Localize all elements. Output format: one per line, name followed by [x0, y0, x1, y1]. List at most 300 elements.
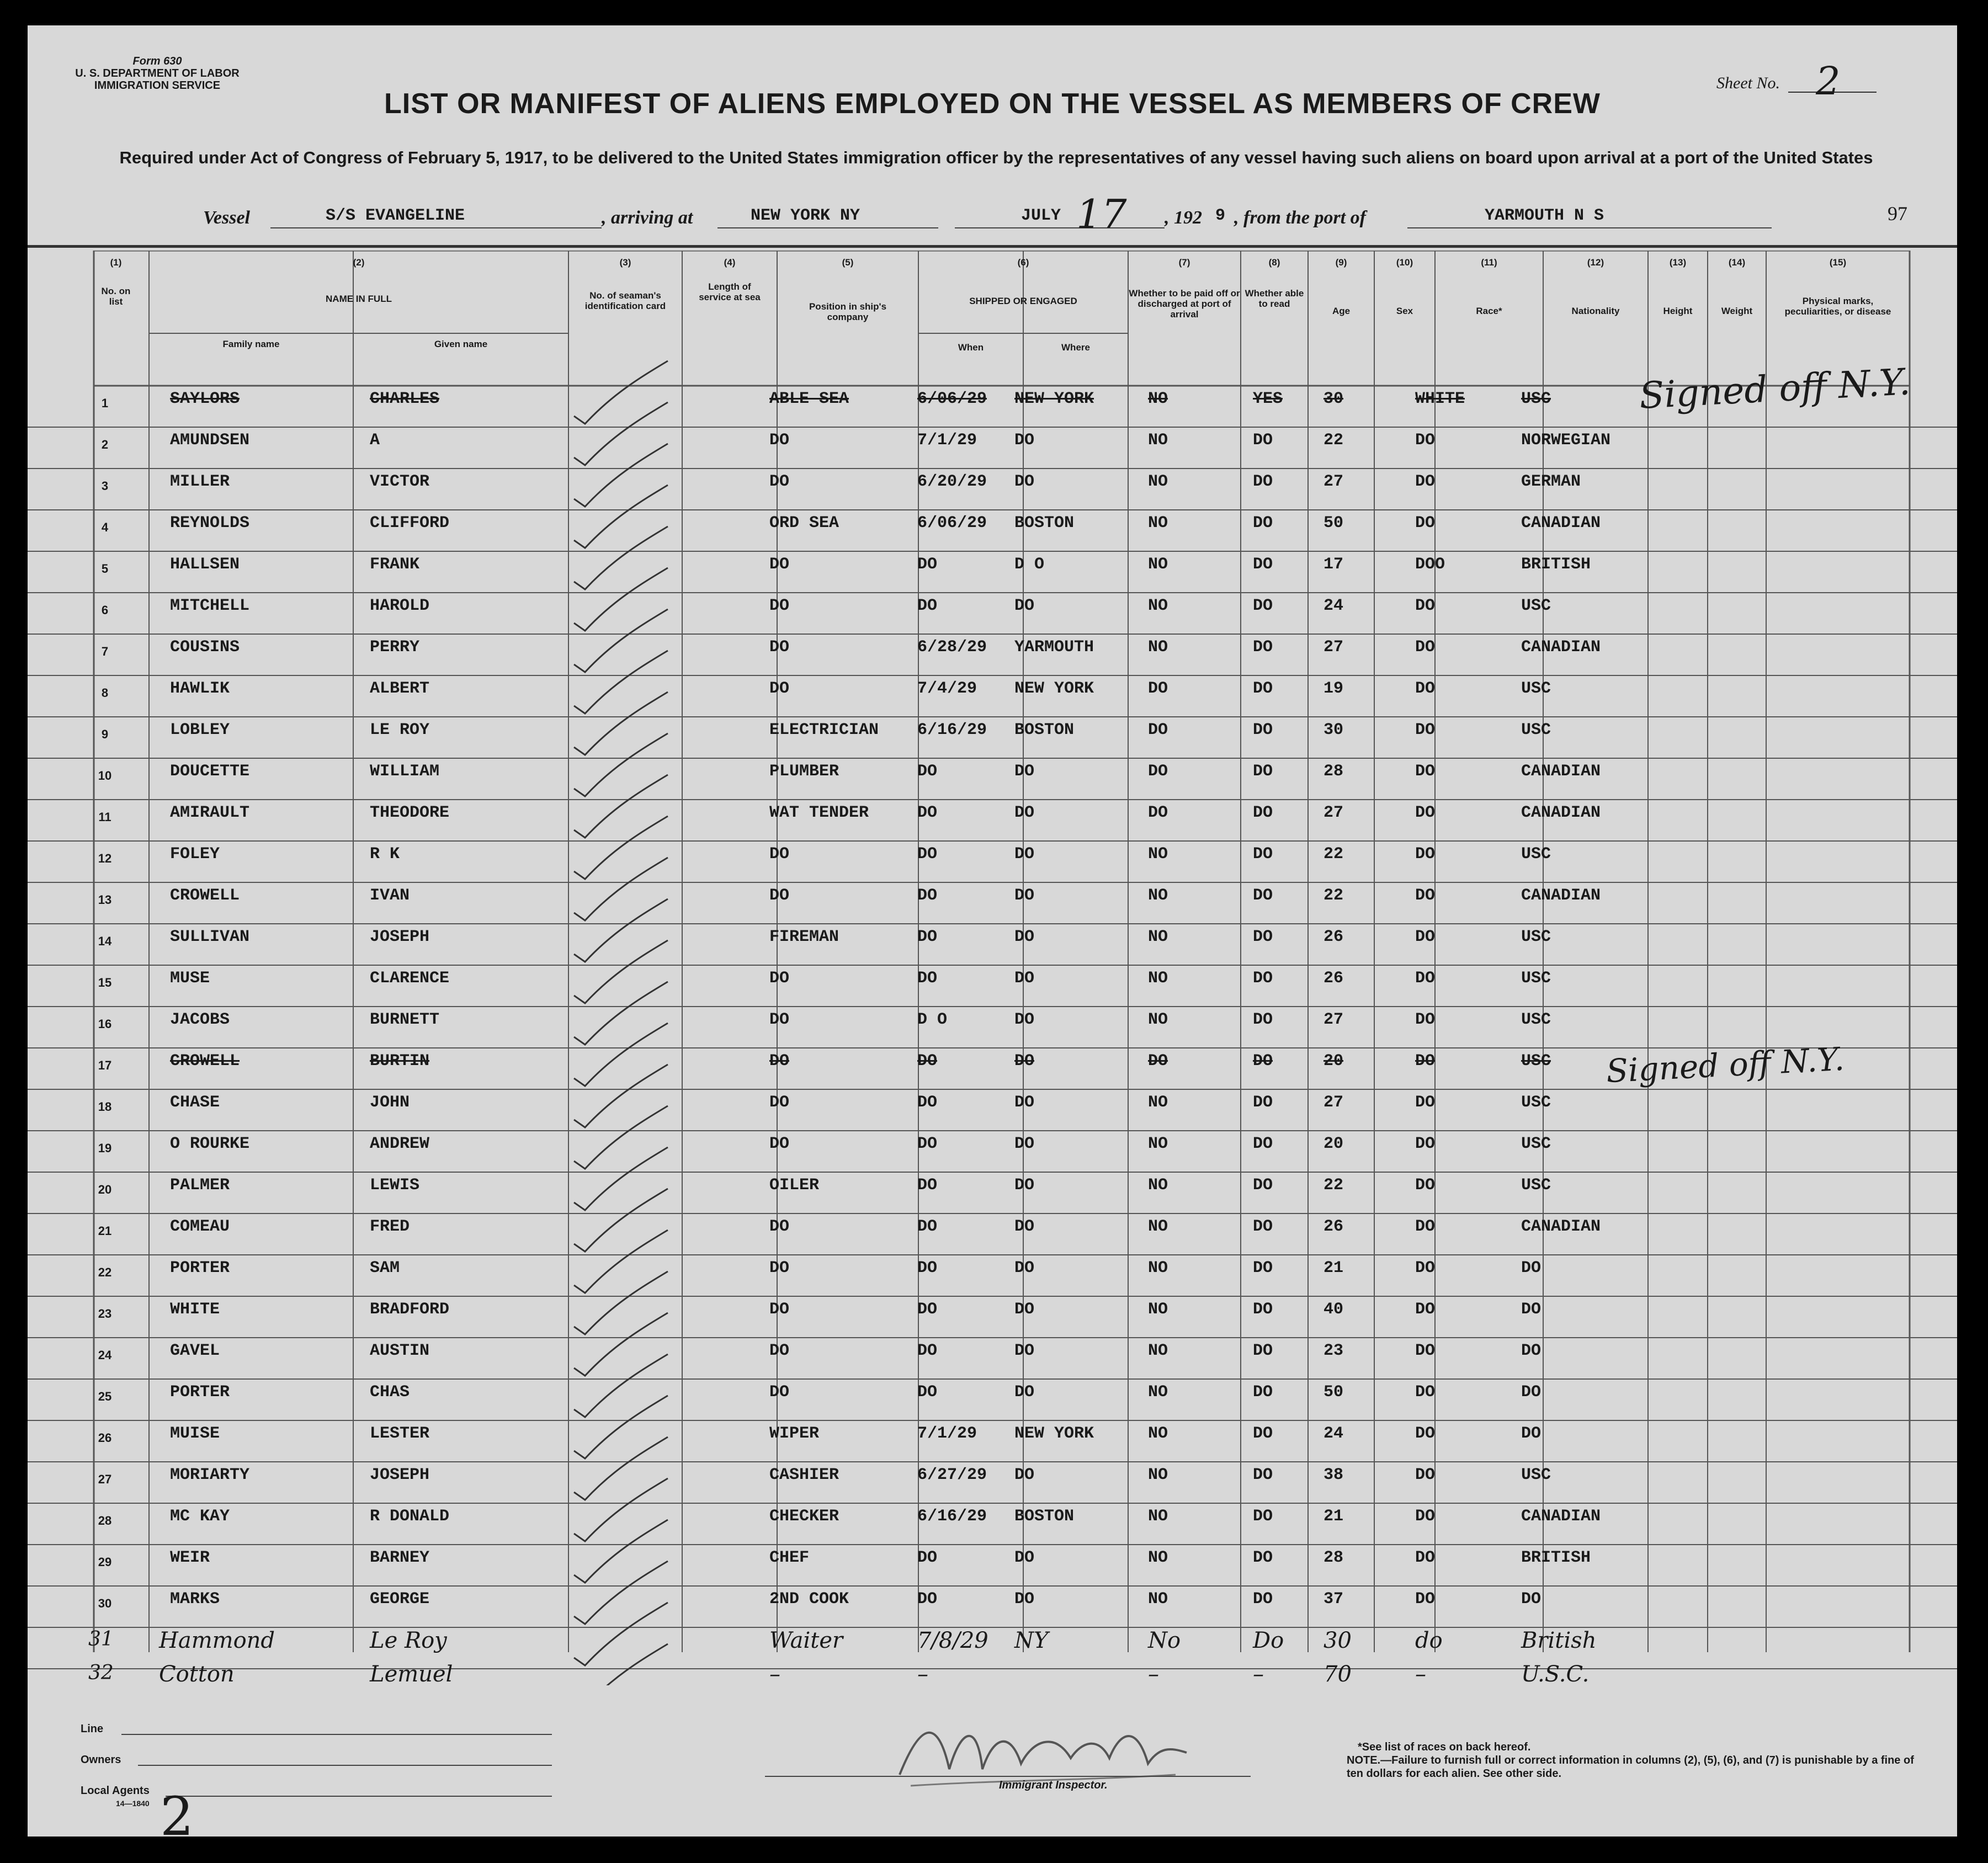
cell-age: 20 — [1323, 1052, 1344, 1071]
cell-family: O ROURKE — [170, 1135, 250, 1153]
cell-age: 20 — [1323, 1135, 1344, 1153]
cell-where: DO — [1014, 928, 1035, 946]
cell-nationality: CANADIAN — [1521, 1507, 1601, 1526]
family-name-header: Family name — [222, 339, 280, 349]
cell-when: DO — [917, 762, 938, 781]
cell-nationality: CANADIAN — [1521, 762, 1601, 781]
cell-where: DO — [1014, 1590, 1035, 1609]
row-number: 6 — [101, 603, 109, 617]
cell-age: 24 — [1323, 597, 1344, 615]
cell-when: 7/1/29 — [917, 431, 977, 450]
cell-position: DO — [769, 969, 790, 988]
col14-header: Weight — [1721, 306, 1753, 316]
cell-given: AUSTIN — [370, 1342, 430, 1360]
col15-num: (15) — [1829, 257, 1847, 268]
cell-when: DO — [917, 1217, 938, 1236]
cell-read: DO — [1253, 1466, 1273, 1484]
arriving-port: NEW YORK NY — [751, 206, 860, 225]
cell-read: DO — [1253, 514, 1273, 533]
col8-header: Whether able to read — [1245, 288, 1304, 309]
cell-paid: NO — [1148, 1548, 1168, 1567]
cell-position: DO — [769, 555, 790, 574]
cell-when: DO — [917, 1135, 938, 1153]
cell-family: PORTER — [170, 1383, 230, 1402]
cell-read: DO — [1253, 1217, 1273, 1236]
cell-where: YARMOUTH — [1014, 638, 1094, 657]
cell-age: 27 — [1323, 638, 1344, 657]
cell-paid: NO — [1148, 390, 1168, 408]
cell-race: DO — [1415, 928, 1436, 946]
cell-paid: NO — [1148, 472, 1168, 491]
col9-header: Age — [1332, 306, 1351, 316]
cell-race: DO — [1415, 597, 1436, 615]
cell-race: DO — [1415, 1424, 1436, 1443]
cell-position: DO — [769, 679, 790, 698]
cell-position: DO — [769, 597, 790, 615]
cell-age: 37 — [1323, 1590, 1344, 1609]
cell-family: HAWLIK — [170, 679, 230, 698]
cell-nationality: USC — [1521, 1010, 1551, 1029]
sheet-number: 2 — [1816, 58, 1841, 104]
cell-where: DO — [1014, 431, 1035, 450]
cell-read: DO — [1253, 928, 1273, 946]
cell-nationality: USC — [1521, 390, 1551, 408]
cell-family: FOLEY — [170, 845, 220, 864]
cell-family: MUSE — [170, 969, 210, 988]
cell-position: DO — [769, 1135, 790, 1153]
cell-paid: NO — [1148, 638, 1168, 657]
cell-paid: NO — [1148, 1176, 1168, 1195]
cell-read: DO — [1253, 1300, 1273, 1319]
cell-given: ANDREW — [370, 1135, 430, 1153]
col10-num: (10) — [1396, 257, 1413, 268]
given-name-header: Given name — [434, 339, 488, 349]
cell-given: JOSEPH — [370, 1466, 430, 1484]
col15-header: Physical marks, peculiarities, or disease — [1784, 296, 1891, 317]
cell-given: ALBERT — [370, 679, 430, 698]
cell-nationality: USC — [1521, 969, 1551, 988]
row-number: 12 — [98, 851, 112, 865]
cell-age: 50 — [1323, 514, 1344, 533]
cell-race: DO — [1415, 1590, 1436, 1609]
cell-position: DO — [769, 845, 790, 864]
row-number: 23 — [98, 1307, 112, 1321]
cell-nationality: CANADIAN — [1521, 1217, 1601, 1236]
cell-given: FRED — [370, 1217, 410, 1236]
cell-nationality: BRITISH — [1521, 1548, 1591, 1567]
cell-nationality: USC — [1521, 1176, 1551, 1195]
row-number: 30 — [98, 1596, 112, 1610]
cell-given: LESTER — [370, 1424, 430, 1443]
cell-family: AMIRAULT — [170, 803, 250, 822]
cell-race: DO — [1415, 1217, 1436, 1236]
cell-when: 6/28/29 — [917, 638, 987, 657]
cell-age: 40 — [1323, 1300, 1344, 1319]
cell-where: BOSTON — [1014, 721, 1075, 739]
row-number: 3 — [101, 479, 109, 493]
cell-read: DO — [1253, 845, 1273, 864]
cell-age: 27 — [1323, 803, 1344, 822]
col12-num: (12) — [1587, 257, 1604, 268]
cell-when: 6/06/29 — [917, 514, 987, 533]
cell-read: DO — [1253, 1383, 1273, 1402]
cell-race: DO — [1415, 638, 1436, 657]
cell-position: DO — [769, 1259, 790, 1278]
cell-where: DO — [1014, 1548, 1035, 1567]
cell-race: DO — [1415, 1342, 1436, 1360]
cell-where: DO — [1014, 1383, 1035, 1402]
cell-position: CHECKER — [769, 1507, 839, 1526]
row-number: 16 — [98, 1017, 112, 1031]
cell-nationality: DO — [1521, 1424, 1542, 1443]
cell-paid: NO — [1148, 1259, 1168, 1278]
cell-nationality: USC — [1521, 1135, 1551, 1153]
form-number: Form 630 — [132, 55, 182, 67]
owners-field — [138, 1765, 552, 1766]
cell-where: DO — [1014, 886, 1035, 905]
cell-given: WILLIAM — [370, 762, 440, 781]
agents-label: Local Agents — [81, 1785, 150, 1797]
cell-read: DO — [1253, 762, 1273, 781]
cell-position: OILER — [769, 1176, 820, 1195]
line-field — [121, 1734, 552, 1735]
cell-position: DO — [769, 431, 790, 450]
year-digit: 9 — [1215, 206, 1226, 225]
cell-family: JACOBS — [170, 1010, 230, 1029]
cell-age: 22 — [1323, 845, 1344, 864]
cell-family: COUSINS — [170, 638, 240, 657]
cell-where: DO — [1014, 1466, 1035, 1484]
cell-race: DO — [1415, 1010, 1436, 1029]
row-number: 8 — [101, 686, 109, 700]
cell-race: DO — [1415, 1259, 1436, 1278]
row-number: 15 — [98, 976, 112, 989]
col6-num: (6) — [1017, 257, 1029, 268]
row-number: 11 — [98, 810, 111, 824]
cell-read: DO — [1253, 1259, 1273, 1278]
cell-read: DO — [1253, 1507, 1273, 1526]
cell-family: HALLSEN — [170, 555, 240, 574]
cell-position: DO — [769, 1052, 790, 1071]
cell-where: DO — [1014, 1010, 1035, 1029]
cell-given: BARNEY — [370, 1548, 430, 1567]
row-number: 31 — [88, 1628, 114, 1651]
cell-read: DO — [1253, 803, 1273, 822]
col12-header: Nationality — [1571, 306, 1620, 316]
row-number: 25 — [98, 1390, 112, 1403]
cell-age: 21 — [1323, 1259, 1344, 1278]
cell-age: 27 — [1323, 472, 1344, 491]
cell-position: DO — [769, 886, 790, 905]
cell-family: MUISE — [170, 1424, 220, 1443]
cell-where: NEW YORK — [1014, 390, 1094, 408]
penalty-note: NOTE.—Failure to furnish full or correct information in columns (2), (5), (6), and (7) is punishable by a fine of ten dollars for each alien. See other side. — [1347, 1754, 1914, 1780]
col9-num: (9) — [1335, 257, 1347, 268]
cell-where: DO — [1014, 803, 1035, 822]
cell-race: DO — [1415, 1548, 1436, 1567]
cell-paid: NO — [1148, 1217, 1168, 1236]
cell-read: DO — [1253, 1590, 1273, 1609]
cell-read: DO — [1253, 721, 1273, 739]
cell-age: 24 — [1323, 1424, 1344, 1443]
cell-race: DO — [1415, 969, 1436, 988]
cell-race: DO — [1415, 1135, 1436, 1153]
cell-given: Lemuel — [370, 1662, 453, 1687]
cell-paid: NO — [1148, 1300, 1168, 1319]
row-number: 1 — [101, 396, 109, 410]
cell-race: do — [1415, 1628, 1443, 1653]
cell-given: CLIFFORD — [370, 514, 450, 533]
cell-nationality: USC — [1521, 721, 1551, 739]
col10-header: Sex — [1396, 306, 1413, 316]
cell-read: DO — [1253, 1093, 1273, 1112]
cell-nationality: U.S.C. — [1521, 1662, 1590, 1687]
cell-family: LOBLEY — [170, 721, 230, 739]
cell-given: A — [370, 431, 380, 450]
cell-given: CHAS — [370, 1383, 410, 1402]
vessel-label: Vessel — [203, 207, 250, 228]
cell-race: DO — [1415, 1093, 1436, 1112]
cell-when: DO — [917, 1093, 938, 1112]
col14-num: (14) — [1728, 257, 1746, 268]
cell-nationality: USC — [1521, 1093, 1551, 1112]
handwritten-number: 2 — [160, 1786, 194, 1837]
cell-age: 38 — [1323, 1466, 1344, 1484]
cell-when: 6/16/29 — [917, 1507, 987, 1526]
cell-family: Cotton — [159, 1662, 235, 1687]
row-number: 2 — [101, 438, 109, 451]
cell-race: DO — [1415, 762, 1436, 781]
cell-nationality: USC — [1521, 679, 1551, 698]
row-number: 28 — [98, 1514, 112, 1527]
cell-age: 50 — [1323, 1383, 1344, 1402]
cell-age: 70 — [1323, 1662, 1352, 1687]
cell-nationality: NORWEGIAN — [1521, 431, 1611, 450]
cell-position: DO — [769, 1383, 790, 1402]
cell-read: DO — [1253, 1010, 1273, 1029]
cell-family: GAVEL — [170, 1342, 220, 1360]
cell-family: MILLER — [170, 472, 230, 491]
cell-when: DO — [917, 803, 938, 822]
row-number: 9 — [101, 727, 109, 741]
cell-read: DO — [1253, 1548, 1273, 1567]
cell-read: DO — [1253, 679, 1273, 698]
cell-read: DO — [1253, 638, 1273, 657]
cell-given: BURTIN — [370, 1052, 430, 1071]
cell-given: THEODORE — [370, 803, 450, 822]
cell-read: DO — [1253, 1424, 1273, 1443]
cell-nationality: USC — [1521, 1466, 1551, 1484]
cell-read: DO — [1253, 431, 1273, 450]
cell-read: – — [1253, 1662, 1264, 1687]
row-number: 27 — [98, 1472, 112, 1486]
service-name: IMMIGRATION SERVICE — [94, 79, 221, 92]
cell-paid: NO — [1148, 555, 1168, 574]
cell-when: DO — [917, 969, 938, 988]
form-code: 14—1840 — [116, 1799, 150, 1808]
cell-nationality: CANADIAN — [1521, 514, 1601, 533]
cell-when: DO — [917, 1300, 938, 1319]
cell-age: 28 — [1323, 1548, 1344, 1567]
cell-paid: DO — [1148, 1052, 1168, 1071]
cell-age: 26 — [1323, 1217, 1344, 1236]
cell-position: Waiter — [769, 1628, 843, 1653]
cell-race: DO — [1415, 1176, 1436, 1195]
col11-num: (11) — [1481, 257, 1497, 268]
cell-given: GEORGE — [370, 1590, 430, 1609]
cell-age: 28 — [1323, 762, 1344, 781]
cell-when: DO — [917, 597, 938, 615]
cell-when: DO — [917, 845, 938, 864]
cell-age: 17 — [1323, 555, 1344, 574]
cell-read: DO — [1253, 969, 1273, 988]
cell-nationality: DO — [1521, 1342, 1542, 1360]
cell-when: DO — [917, 1383, 938, 1402]
cell-read: DO — [1253, 1135, 1273, 1153]
cell-position: – — [769, 1662, 780, 1687]
cell-given: HAROLD — [370, 597, 430, 615]
cell-paid: NO — [1148, 1590, 1168, 1609]
table-grid — [28, 251, 1957, 1685]
row-number: 4 — [101, 520, 109, 534]
cell-given: LEWIS — [370, 1176, 420, 1195]
cell-race: DO — [1415, 1466, 1436, 1484]
cell-when: DO — [917, 886, 938, 905]
cell-where: DO — [1014, 1259, 1035, 1278]
department-name: U. S. DEPARTMENT OF LABOR — [75, 67, 240, 79]
cell-where: NEW YORK — [1014, 1424, 1094, 1443]
cell-nationality: GERMAN — [1521, 472, 1581, 491]
cell-race: DO — [1415, 1507, 1436, 1526]
cell-race: DO — [1415, 431, 1436, 450]
cell-where: DO — [1014, 1135, 1035, 1153]
cell-paid: NO — [1148, 1466, 1168, 1484]
cell-paid: NO — [1148, 1383, 1168, 1402]
cell-nationality: BRITISH — [1521, 555, 1591, 574]
required-text: Required under Act of Congress of February 5, 1917, to be delivered to the United States immigration officer by the representatives of any vessel having such aliens on board upon arrival at a port of the United States — [119, 148, 1873, 167]
cell-position: WAT TENDER — [769, 803, 869, 822]
cell-paid: NO — [1148, 1010, 1168, 1029]
cell-paid: – — [1148, 1662, 1159, 1687]
manifest-sheet — [28, 25, 1957, 1837]
row-number: 18 — [98, 1100, 112, 1114]
row-number: 29 — [98, 1555, 112, 1569]
cell-given: R DONALD — [370, 1507, 450, 1526]
cell-paid: NO — [1148, 886, 1168, 905]
cell-paid: NO — [1148, 1093, 1168, 1112]
cell-family: PALMER — [170, 1176, 230, 1195]
cell-when: DO — [917, 1259, 938, 1278]
cell-given: JOSEPH — [370, 928, 430, 946]
cell-given: VICTOR — [370, 472, 430, 491]
cell-read: DO — [1253, 1052, 1273, 1071]
col5-header: Position in ship's company — [809, 301, 887, 322]
cell-family: SAYLORS — [170, 390, 240, 408]
cell-given: PERRY — [370, 638, 420, 657]
cell-read: DO — [1253, 886, 1273, 905]
cell-family: WEIR — [170, 1548, 210, 1567]
cell-race: DOO — [1415, 555, 1445, 574]
cell-position: DO — [769, 1010, 790, 1029]
cell-nationality: CANADIAN — [1521, 886, 1601, 905]
cell-race: DO — [1415, 514, 1436, 533]
cell-position: DO — [769, 638, 790, 657]
col7-header: Whether to be paid off or discharged at port of arrival — [1129, 288, 1240, 320]
cell-position: DO — [769, 472, 790, 491]
vessel-name: S/S EVANGELINE — [326, 206, 465, 225]
cell-family: MARKS — [170, 1590, 220, 1609]
cell-position: DO — [769, 1093, 790, 1112]
cell-given: BURNETT — [370, 1010, 440, 1029]
cell-race: DO — [1415, 1383, 1436, 1402]
cell-family: MC KAY — [170, 1507, 230, 1526]
cell-when: 6/20/29 — [917, 472, 987, 491]
row-number: 32 — [88, 1662, 114, 1684]
cell-when: DO — [917, 555, 938, 574]
line-label: Line — [81, 1723, 104, 1735]
cell-race: DO — [1415, 679, 1436, 698]
cell-age: 22 — [1323, 1176, 1344, 1195]
cell-where: DO — [1014, 762, 1035, 781]
cell-family: PORTER — [170, 1259, 230, 1278]
cell-read: Do — [1253, 1628, 1284, 1653]
cell-where: DO — [1014, 969, 1035, 988]
arriving-line — [717, 227, 938, 228]
cell-family: Hammond — [159, 1628, 275, 1653]
row-number: 26 — [98, 1431, 112, 1445]
footer-notes — [1347, 1740, 1932, 1780]
signed-off-note: Signed off N.Y. — [1605, 1040, 1846, 1090]
race-note: *See list of races on back hereof. — [1358, 1741, 1531, 1753]
inspector-line — [765, 1776, 1251, 1777]
col7-num: (7) — [1178, 257, 1190, 268]
cell-given: SAM — [370, 1259, 400, 1278]
cell-age: 27 — [1323, 1093, 1344, 1112]
cell-paid: NO — [1148, 431, 1168, 450]
cell-family: AMUNDSEN — [170, 431, 250, 450]
cell-where: D O — [1014, 555, 1045, 574]
cell-race: – — [1415, 1662, 1426, 1687]
cell-race: DO — [1415, 472, 1436, 491]
cell-where: BOSTON — [1014, 1507, 1075, 1526]
cell-when: DO — [917, 1590, 938, 1609]
col5-num: (5) — [842, 257, 854, 268]
cell-paid: NO — [1148, 1424, 1168, 1443]
cell-read: DO — [1253, 597, 1273, 615]
cell-position: CHEF — [769, 1548, 810, 1567]
arriving-label: , arriving at — [602, 207, 693, 228]
date-line — [955, 227, 1165, 228]
cell-family: CROWELL — [170, 1052, 240, 1071]
col3-header: No. of seaman's identification card — [584, 290, 666, 311]
col13-num: (13) — [1669, 257, 1687, 268]
row-number: 10 — [98, 769, 112, 783]
form-id-block — [66, 55, 248, 92]
cell-position: 2ND COOK — [769, 1590, 849, 1609]
row-number: 20 — [98, 1183, 112, 1196]
cell-given: IVAN — [370, 886, 410, 905]
cell-where: DO — [1014, 1093, 1035, 1112]
cell-age: 27 — [1323, 1010, 1344, 1029]
cell-where: DO — [1014, 1300, 1035, 1319]
cell-position: DO — [769, 1342, 790, 1360]
cell-family: DOUCETTE — [170, 762, 250, 781]
cell-when: 7/1/29 — [917, 1424, 977, 1443]
cell-paid: NO — [1148, 928, 1168, 946]
cell-paid: NO — [1148, 969, 1168, 988]
cell-paid: NO — [1148, 1507, 1168, 1526]
cell-age: 30 — [1323, 721, 1344, 739]
